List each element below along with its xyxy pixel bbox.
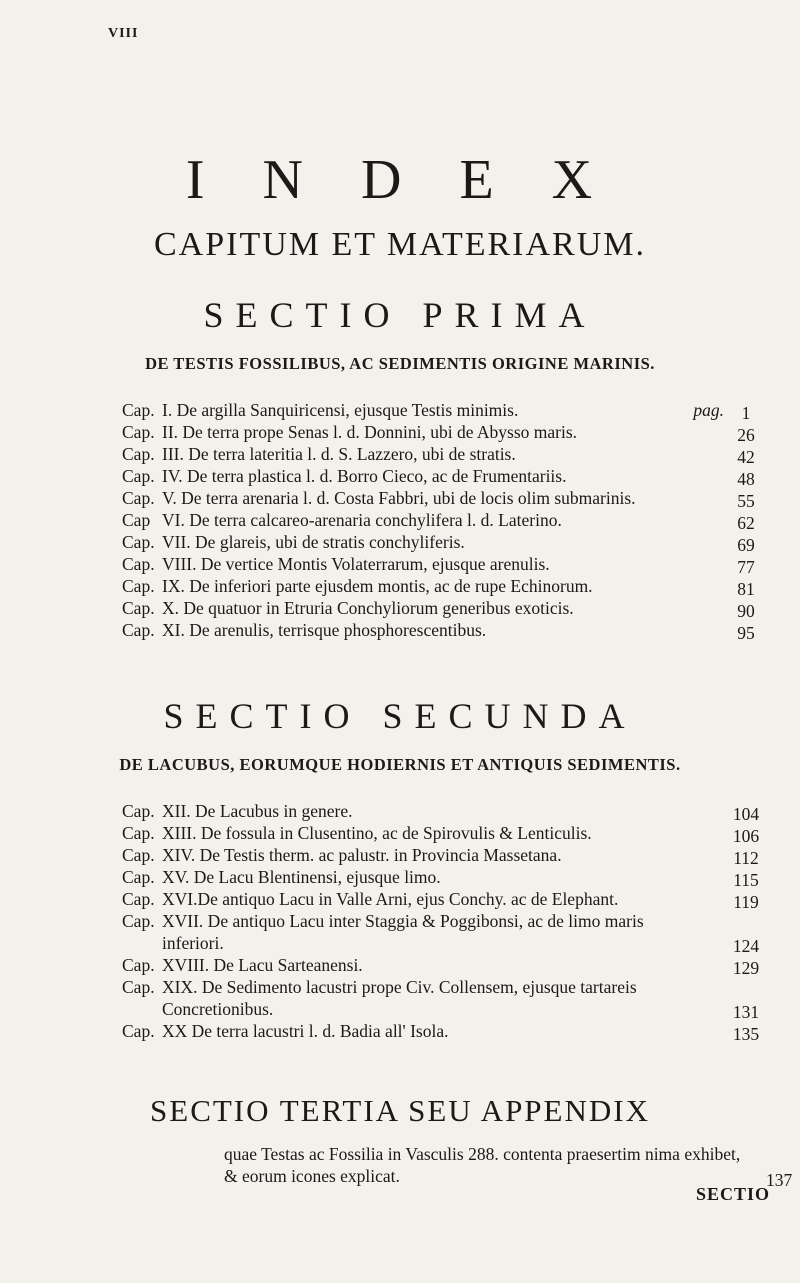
- chapter-cap-label: Cap.: [122, 532, 155, 552]
- section-2-title: SECTIO SECUNDA: [163, 696, 637, 736]
- chapter-cap-label: Cap.: [122, 422, 155, 442]
- chapter-title: VII. De glareis, ubi de stratis conchyliferis.: [162, 532, 465, 552]
- chapter-page-number: 112: [733, 848, 759, 868]
- chapter-entry: [122, 844, 759, 868]
- chapter-page-number: 131: [732, 1002, 760, 1022]
- chapter-title: XII. De Lacubus in genere.: [162, 801, 353, 821]
- chapter-entry: [122, 888, 759, 912]
- chapter-page-number: 129: [732, 958, 760, 978]
- chapter-entry: [122, 531, 755, 555]
- chapter-cap-label: Cap.: [122, 955, 155, 975]
- chapter-title: XVIII. De Lacu Sarteanensi.: [162, 955, 363, 975]
- chapter-entry: [122, 619, 755, 643]
- chapter-cap-label: Cap.: [122, 488, 155, 508]
- chapter-entry: [122, 800, 760, 824]
- chapter-page-number: 90: [737, 601, 755, 621]
- chapter-page-number: 48: [737, 469, 755, 489]
- chapter-entry: [122, 976, 760, 1022]
- chapter-cap-label: Cap.: [122, 801, 155, 821]
- chapter-entry: [122, 954, 760, 978]
- chapter-cap-label: Cap.: [122, 620, 155, 640]
- chapter-entry: [122, 443, 755, 467]
- chapter-page-number: 77: [737, 557, 755, 577]
- chapter-cap-label: Cap.: [122, 867, 155, 887]
- chapter-entry: [122, 822, 760, 846]
- chapter-cap-label: Cap.: [122, 598, 155, 618]
- chapter-title: II. De terra prope Senas l. d. Donnini, ubi de Abysso maris.: [162, 422, 578, 442]
- chapter-cap-label: Cap.: [122, 1021, 155, 1041]
- catchword: SECTIO: [696, 1184, 771, 1204]
- section-1-title: SECTIO PRIMA: [203, 295, 597, 335]
- chapter-page-number: 115: [733, 870, 759, 890]
- chapter-title: XX De terra lacustri l. d. Badia all' Isola.: [162, 1021, 449, 1041]
- section-1-chapter-list: [122, 399, 755, 643]
- chapter-title: XI. De arenulis, terrisque phosphorescentibus.: [162, 620, 487, 640]
- section-2-chapter-list: [122, 800, 760, 1044]
- chapter-title: X. De quatuor in Etruria Conchyliorum generibus exoticis.: [162, 598, 574, 618]
- chapter-cap-label: Cap.: [122, 554, 155, 574]
- chapter-page-number: 81: [737, 579, 755, 599]
- chapter-entry: [122, 553, 755, 577]
- appendix-title: SECTIO TERTIA SEU APPENDIX: [150, 1093, 650, 1128]
- chapter-page-number: 55: [737, 491, 755, 511]
- chapter-page-number: 69: [737, 535, 755, 555]
- chapter-title: VI. De terra calcareo-arenaria conchylifera l. d. Laterino.: [162, 510, 562, 530]
- chapter-cap-label: Cap.: [122, 466, 155, 486]
- chapter-page-number: 95: [737, 623, 755, 643]
- chapter-title: IV. De terra plastica l. d. Borro Cieco, ac de Frumentariis.: [162, 466, 567, 486]
- chapter-title: IX. De inferiori parte ejusdem montis, ac de rupe Echinorum.: [162, 576, 593, 596]
- chapter-title: XVI.De antiquo Lacu in Valle Arni, ejus Conchy. ac de Elephant.: [162, 889, 619, 909]
- chapter-title: XIX. De Sedimento lacustri prope Civ. Collensem, ejusque tartareis Concretionibus.: [162, 977, 637, 1019]
- chapter-page-number: 124: [732, 936, 760, 956]
- chapter-title: III. De terra lateritia l. d. S. Lazzero, ubi de stratis.: [162, 444, 516, 464]
- chapter-cap-label: Cap.: [122, 911, 155, 931]
- chapter-page-number: 62: [737, 513, 755, 533]
- chapter-page-number: 26: [737, 425, 755, 445]
- chapter-entry: [122, 866, 759, 890]
- chapter-title: XV. De Lacu Blentinensi, ejusque limo.: [162, 867, 441, 887]
- chapter-entry: [122, 421, 755, 445]
- chapter-title: XIV. De Testis therm. ac palustr. in Provincia Massetana.: [162, 845, 562, 865]
- chapter-page-number: 1: [741, 403, 751, 423]
- chapter-entry: [122, 509, 755, 533]
- chapter-cap-label: Cap.: [122, 823, 155, 843]
- index-subtitle: CAPITUM ET MATERIARUM.: [153, 226, 646, 263]
- chapter-page-number: 119: [733, 892, 759, 912]
- chapter-title: VIII. De vertice Montis Volaterrarum, ejusque arenulis.: [162, 554, 550, 574]
- section-1-subtitle: DE TESTIS FOSSILIBUS, AC SEDIMENTIS ORIGINE MARINIS.: [145, 354, 655, 373]
- chapter-entry: [122, 575, 755, 599]
- appendix-description: quae Testas ac Fossilia in Vasculis 288. contenta praesertim nima exhibet, & eorum icones explicat.: [224, 1144, 741, 1186]
- chapter-page-number: 42: [737, 447, 755, 467]
- chapter-page-number: 135: [732, 1024, 760, 1044]
- chapter-cap-label: Cap.: [122, 845, 155, 865]
- chapter-title: I. De argilla Sanquiricensi, ejusque Testis minimis.: [162, 400, 519, 420]
- chapter-entry: [122, 487, 755, 511]
- chapter-entry: [122, 399, 751, 423]
- chapter-entry: [122, 465, 755, 489]
- chapter-cap-label: Cap.: [122, 400, 155, 420]
- appendix-page-number: 137: [766, 1170, 793, 1190]
- chapter-cap-label: Cap.: [122, 977, 155, 997]
- chapter-page-number: 106: [732, 826, 760, 846]
- section-2-subtitle: DE LACUBUS, EORUMQUE HODIERNIS ET ANTIQUIS SEDIMENTIS.: [119, 755, 681, 774]
- chapter-cap-label: Cap.: [122, 576, 155, 596]
- chapter-title: XIII. De fossula in Clusentino, ac de Spirovulis & Lenticulis.: [162, 823, 592, 843]
- chapter-entry: [122, 597, 755, 621]
- chapter-entry: [122, 1020, 760, 1044]
- chapter-title: XVII. De antiquo Lacu inter Staggia & Poggibonsi, ac de limo maris inferiori.: [162, 911, 644, 953]
- chapter-title: V. De terra arenaria l. d. Costa Fabbri, ubi de locis olim submarinis.: [162, 488, 636, 508]
- chapter-cap-label: Cap: [122, 510, 151, 530]
- chapter-entry: [122, 910, 760, 956]
- chapter-page-number: 104: [732, 804, 760, 824]
- chapter-cap-label: Cap.: [122, 444, 155, 464]
- page-number: VIII: [108, 26, 139, 41]
- index-title: I N D E X: [185, 149, 615, 211]
- chapter-cap-label: Cap.: [122, 889, 155, 909]
- pag-label: pag.: [693, 400, 724, 420]
